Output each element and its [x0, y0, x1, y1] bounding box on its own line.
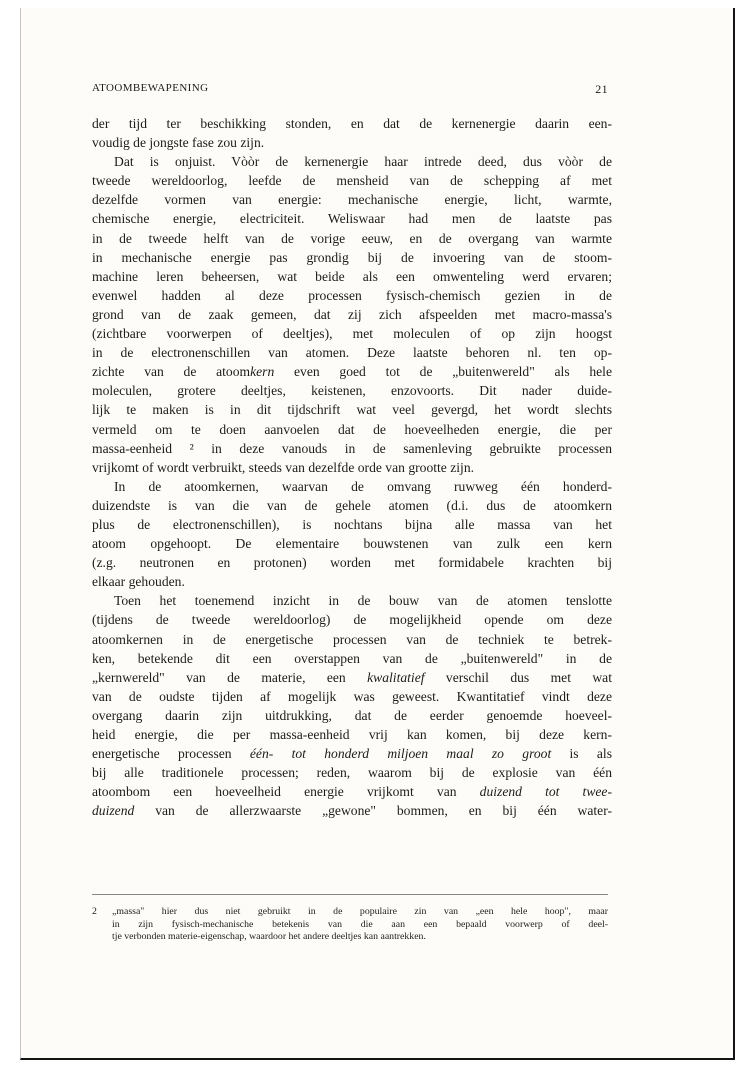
footnote — [92, 906, 608, 944]
text-line: dezelfde vormen van energie: mechanische energie, licht, warmte, — [92, 192, 612, 208]
text-line: in mechanische energie pas grondig bij de invoering van de stoom- — [92, 249, 612, 265]
text-line: plus de electronenschillen), is nochtans bijna alle massa van het — [92, 516, 612, 532]
text-line: atoom opgehoopt. De elementaire bouwstenen van zulk een kern — [92, 536, 612, 552]
text-line: duizendste is van die van de gehele atomen (d.i. dus de atoomkern — [92, 497, 612, 513]
text-line: massa-eenheid ² in deze vanouds in de samenleving gebruikte processen — [92, 440, 612, 456]
text-line: atoomkernen in de energetische processen van de techniek te betrek- — [92, 631, 612, 647]
text-line: atoombom een hoeveelheid energie vrijkomt van duizend tot twee- — [92, 784, 612, 800]
text-line: zichte van de atoomkern even goed tot de „buitenwereld" als hele — [92, 364, 612, 380]
text-line: (z.g. neutronen en protonen) worden met formidabele krachten bij — [92, 555, 612, 571]
text-line: voudig de jongste fase zou zijn. — [92, 135, 265, 151]
text-line: machine leren beheersen, wat beide als een omwenteling werd ervaren; — [92, 268, 612, 284]
page-number: 21 — [595, 82, 608, 96]
text-line: grond van de zaak gemeen, dat zij zich afspeelden met macro-massa's — [92, 306, 612, 322]
running-title: ATOOMBEWAPENING — [92, 82, 209, 94]
text-line: in de electronenschillen van atomen. Deze laatste behoren nl. ten op- — [92, 345, 612, 361]
text-line: elkaar gehouden. — [92, 574, 185, 590]
footnote-line — [92, 906, 608, 919]
footnote-divider — [92, 894, 608, 895]
text-line: moleculen, grotere deeltjes, keistenen, enzovoorts. Dit nader duide- — [92, 383, 612, 399]
text-line: tweede wereldoorlog, leefde de mensheid van de schepping af met — [92, 173, 612, 189]
text-line: Dat is onjuist. Vòòr de kernenergie haar intrede deed, dus vòòr de — [114, 154, 612, 170]
text-line: ken, betekende dit een overstappen van de „buitenwereld" in de — [92, 650, 612, 666]
text-line: evenwel hadden al deze processen fysisch-chemisch gezien in de — [92, 287, 612, 303]
text-line: duizend van de allerzwaarste „gewone" bommen, en bij één water- — [92, 803, 612, 819]
footnote-number: 2 — [92, 906, 97, 917]
text-line: vermeld om te doen aanvoelen dat de hoeveelheden energie, die per — [92, 421, 612, 437]
text-line: in de tweede helft van de vorige eeuw, en de overgang van warmte — [92, 230, 612, 246]
body-text — [92, 114, 612, 820]
text-line: „kernwereld" van de materie, een kwalitatief verschil dus met wat — [92, 669, 612, 685]
text-line: (zichtbare voorwerpen of deeltjes), met moleculen of op zijn hoogst — [92, 326, 612, 342]
text-line: Toen het toenemend inzicht in de bouw van de atomen tenslotte — [114, 593, 612, 609]
text-line: heid energie, die per massa-eenheid vrij kan komen, bij deze kern- — [92, 727, 612, 742]
footnote-line: tje verbonden materie-eigenschap, waardoor het andere deeltjes kan aantrekken. — [112, 931, 426, 943]
text-line: energetische processen één- tot honderd miljoen maal zo groot is als — [92, 746, 612, 762]
text-line: overgang daarin zijn uitdrukking, dat de eerder genoemde hoeveel- — [92, 707, 612, 723]
footnote-line: in zijn fysisch-mechanische betekenis van die aan een bepaald voorwerp of deel- — [112, 918, 608, 930]
text-line: der tijd ter beschikking stonden, en dat de kernenergie daarin een- — [92, 116, 612, 131]
text-line: lijk te maken is in dit tijdschrift wat veel gevergd, het wordt slechts — [92, 402, 612, 418]
footnote-text: „massa" hier dus niet gebruikt in de populaire zin van „een hele hoop", maar — [112, 906, 608, 917]
text-line: In de atoomkernen, waarvan de omvang ruwweg één honderd- — [114, 478, 612, 494]
text-line: (tijdens de tweede wereldoorlog) de mogelijkheid opende om deze — [92, 612, 612, 628]
text-line: bij alle traditionele processen; reden, waarom bij de explosie van één — [92, 765, 612, 781]
text-line: vrijkomt of wordt verbruikt, steeds van dezelfde orde van grootte zijn. — [92, 459, 475, 475]
text-line: chemische energie, electriciteit. Weliswaar had men de laatste pas — [92, 211, 612, 227]
text-line: van de oudste tijden af mogelijk was geweest. Kwantitatief vindt deze — [92, 688, 612, 704]
running-header — [92, 82, 608, 102]
